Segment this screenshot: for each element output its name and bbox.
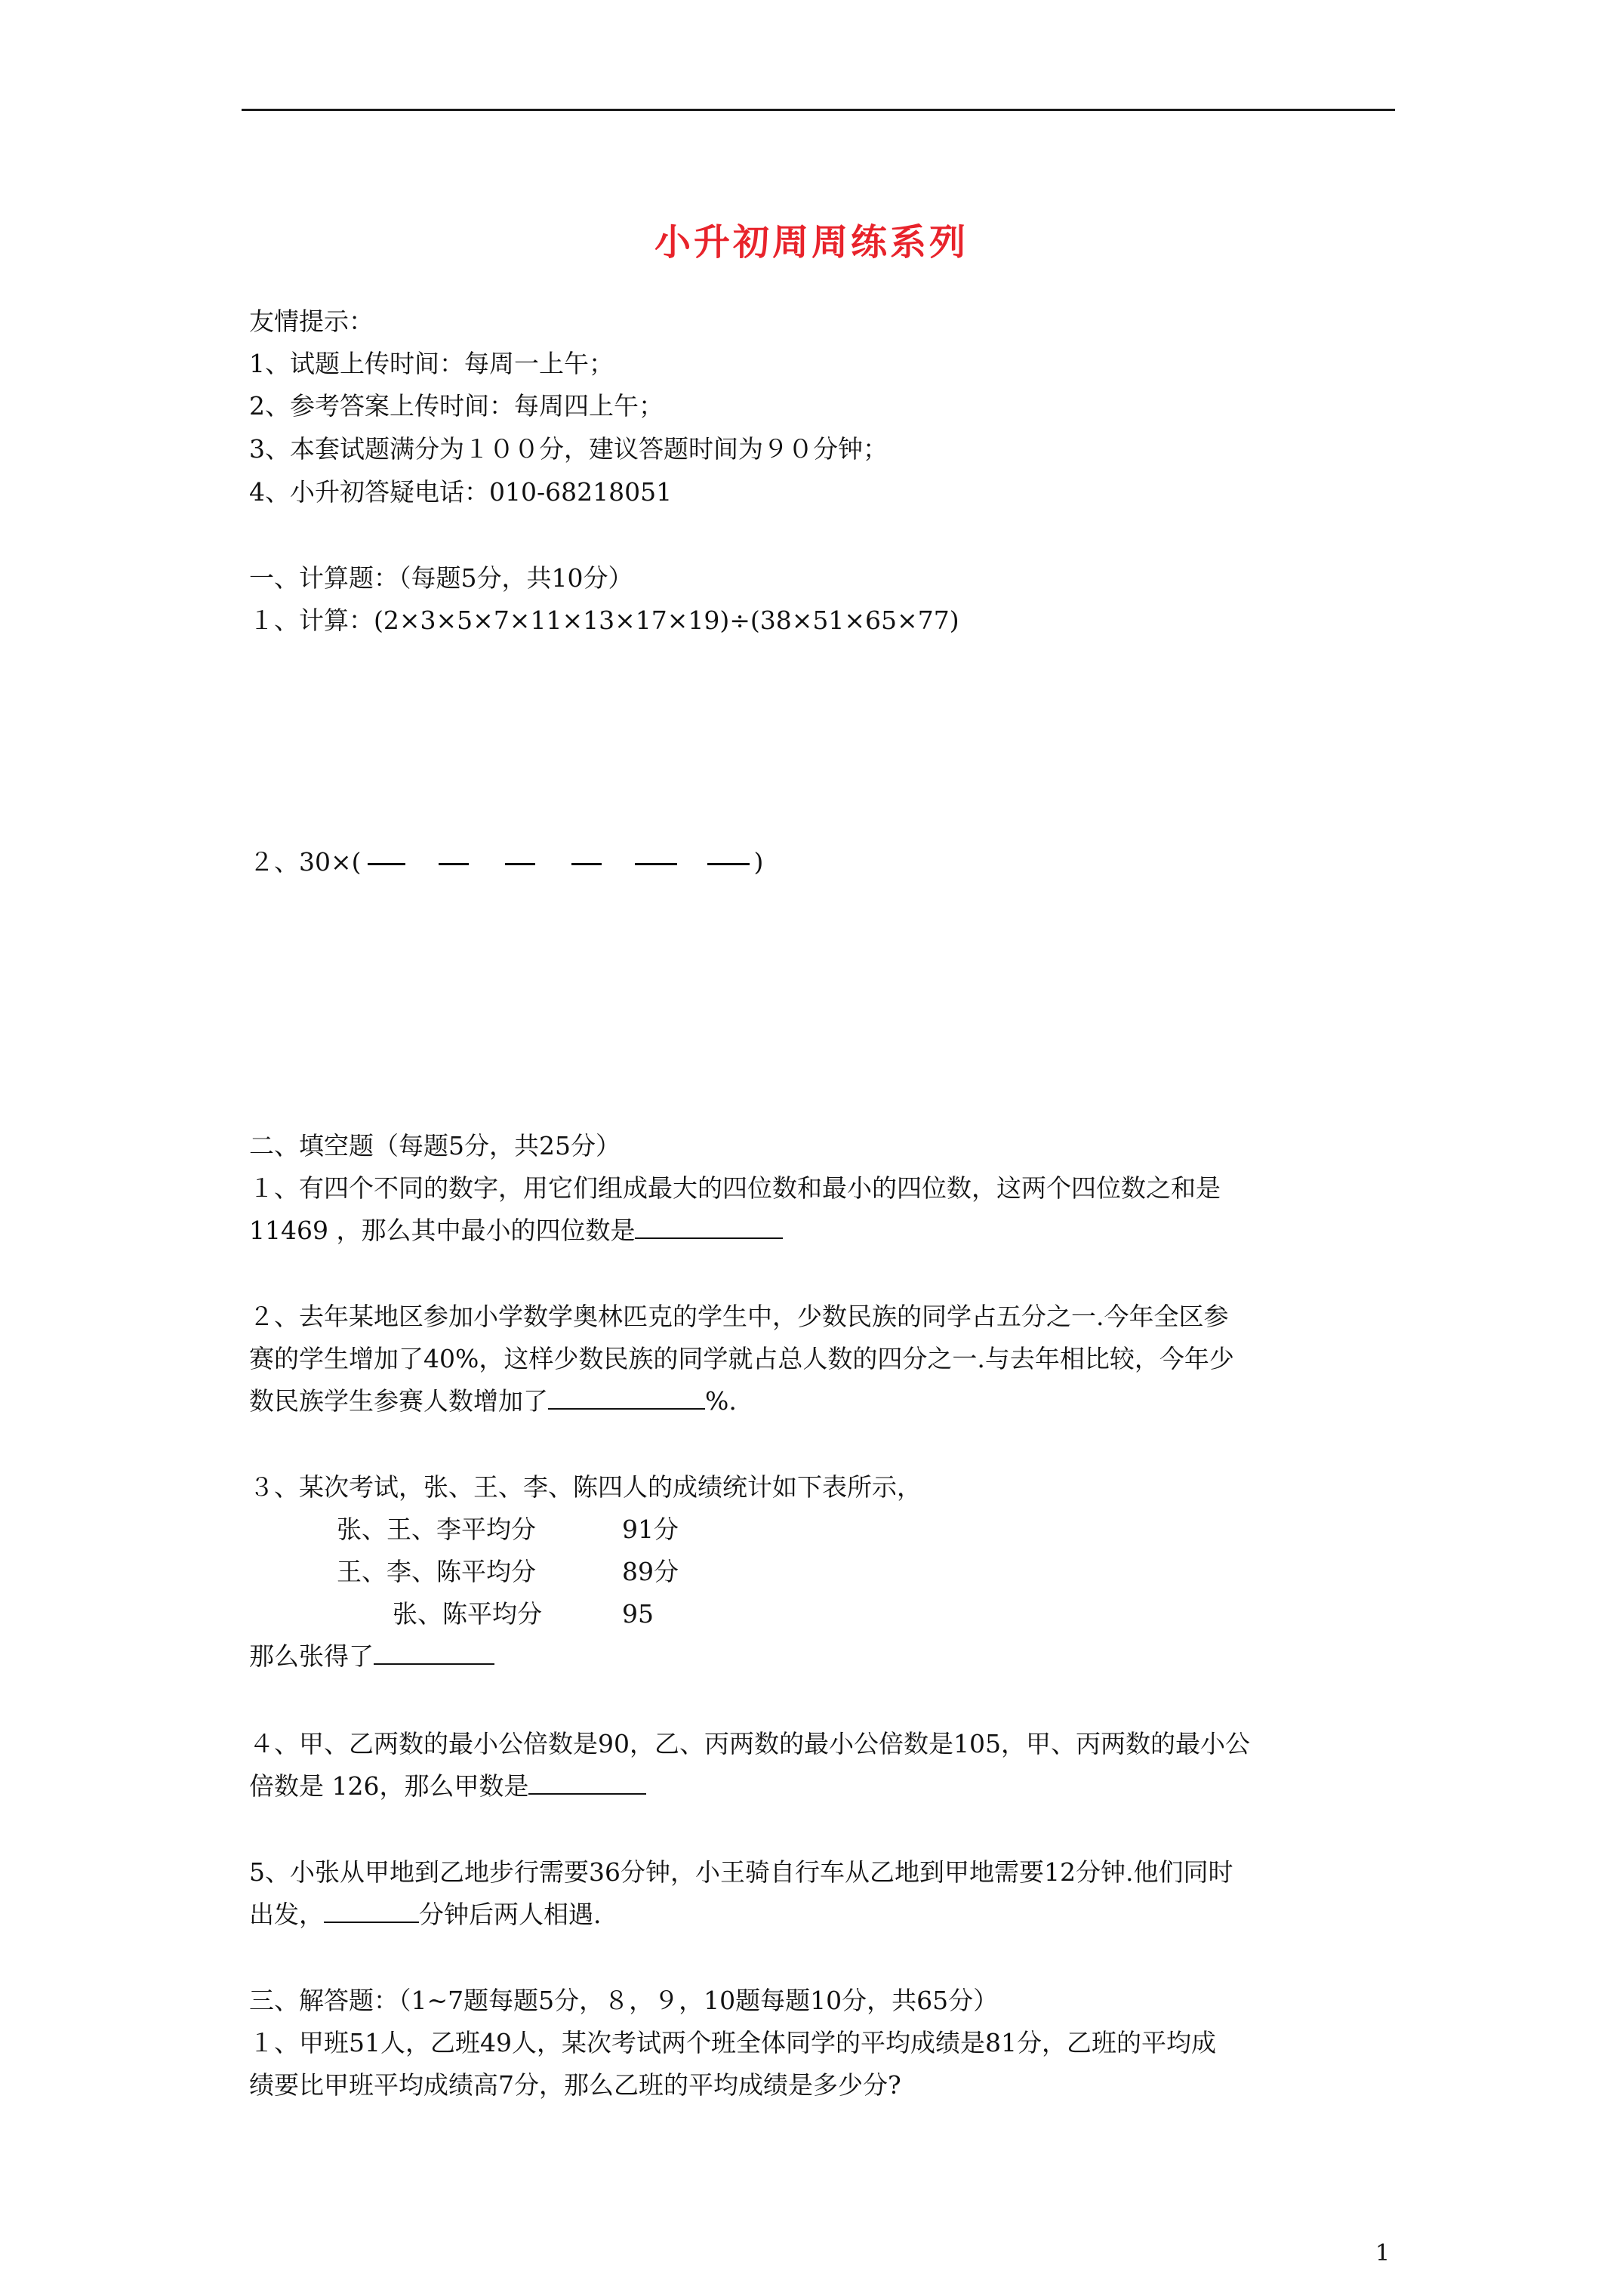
answer-blank[interactable]: [528, 1771, 646, 1795]
answer-blank[interactable]: [374, 1641, 494, 1665]
question-1-2-prefix: ２、30×(: [249, 847, 362, 877]
score-table-value: 91分: [622, 1515, 679, 1544]
page-number: 1: [1375, 2240, 1390, 2267]
question-2-5-text: 出发，: [249, 1900, 324, 1929]
section3-heading: 三、解答题：（1~7题每题5分，８，９，10题每题10分，共65分）: [249, 1986, 999, 2015]
question-2-3-end: [249, 1640, 494, 1673]
answer-blank[interactable]: [548, 1385, 705, 1410]
question-2-2-line1: ２、去年某地区参加小学数学奥林匹克的学生中，少数民族的同学占五分之一.今年全区参: [249, 1302, 1229, 1331]
question-3-1-line2: 绩要比甲班平均成绩高7分，那么乙班的平均成绩是多少分?: [249, 2070, 901, 2100]
score-table-label: 张、陈平均分: [393, 1599, 542, 1629]
question-1-2-suffix: ): [753, 847, 764, 877]
question-2-4-text: 倍数是 126，那么甲数是: [249, 1771, 529, 1801]
question-2-2-line2: 赛的学生增加了40%，这样少数民族的同学就占总人数的四分之一.与去年相比较，今年少: [249, 1344, 1234, 1373]
tip-item: 1、试题上传时间：每周一上午；: [249, 349, 614, 378]
question-2-2-line3: [249, 1385, 737, 1418]
fraction-bar: [571, 863, 602, 865]
answer-blank[interactable]: [324, 1899, 419, 1923]
question-1-1: １、计算：(2×3×5×7×11×13×17×19)÷(38×51×65×77): [249, 606, 959, 635]
page-title: 小升初周周练系列: [654, 221, 969, 264]
question-2-4-line2: [249, 1770, 646, 1803]
question-2-1-line1: １、有四个不同的数字，用它们组成最大的四位数和最小的四位数，这两个四位数之和是: [249, 1173, 1221, 1203]
question-2-2-suffix: %.: [705, 1386, 737, 1416]
section2-heading: 二、填空题（每题5分，共25分）: [249, 1131, 621, 1160]
fraction-bar: [368, 863, 405, 865]
answer-blank[interactable]: [635, 1215, 783, 1239]
fraction-bar: [505, 863, 535, 865]
question-2-1-text: 11469 ，那么其中最小的四位数是: [249, 1216, 636, 1245]
fraction-bar: [707, 863, 750, 865]
tips-heading: 友情提示：: [249, 307, 374, 336]
question-2-1-line2: [249, 1214, 783, 1247]
question-1-2: [249, 846, 763, 879]
question-2-3-intro: ３、某次考试，张、王、李、陈四人的成绩统计如下表所示，: [249, 1472, 922, 1502]
question-2-2-text: 数民族学生参赛人数增加了: [249, 1386, 548, 1416]
question-3-1-line1: １、甲班51人，乙班49人，某次考试两个班全体同学的平均成绩是81分，乙班的平均成: [249, 2028, 1216, 2057]
score-table-value: 95: [622, 1599, 654, 1629]
score-table-label: 王、李、陈平均分: [337, 1557, 536, 1586]
section1-heading: 一、计算题：（每题5分，共10分）: [249, 563, 633, 593]
tip-item: 3、本套试题满分为１００分，建议答题时间为９０分钟；: [249, 434, 888, 464]
tip-item: 4、小升初答疑电话：010-68218051: [249, 477, 673, 507]
tip-item: 2、参考答案上传时间：每周四上午；: [249, 391, 664, 421]
score-table-value: 89分: [622, 1557, 679, 1586]
score-table-label: 张、王、李平均分: [337, 1515, 536, 1544]
question-2-5-line2: [249, 1898, 602, 1931]
question-2-5-line1: 5、小张从甲地到乙地步行需要36分钟，小王骑自行车从乙地到甲地需要12分钟.他们同时: [249, 1857, 1233, 1887]
question-2-5-suffix: 分钟后两人相遇.: [419, 1900, 602, 1929]
header-rule: [242, 109, 1395, 111]
question-2-4-line1: ４、甲、乙两数的最小公倍数是90，乙、丙两数的最小公倍数是105，甲、丙两数的最小公: [249, 1729, 1250, 1758]
fraction-bar: [635, 863, 677, 865]
question-2-3-text: 那么张得了: [249, 1641, 374, 1671]
fraction-bar: [439, 863, 469, 865]
